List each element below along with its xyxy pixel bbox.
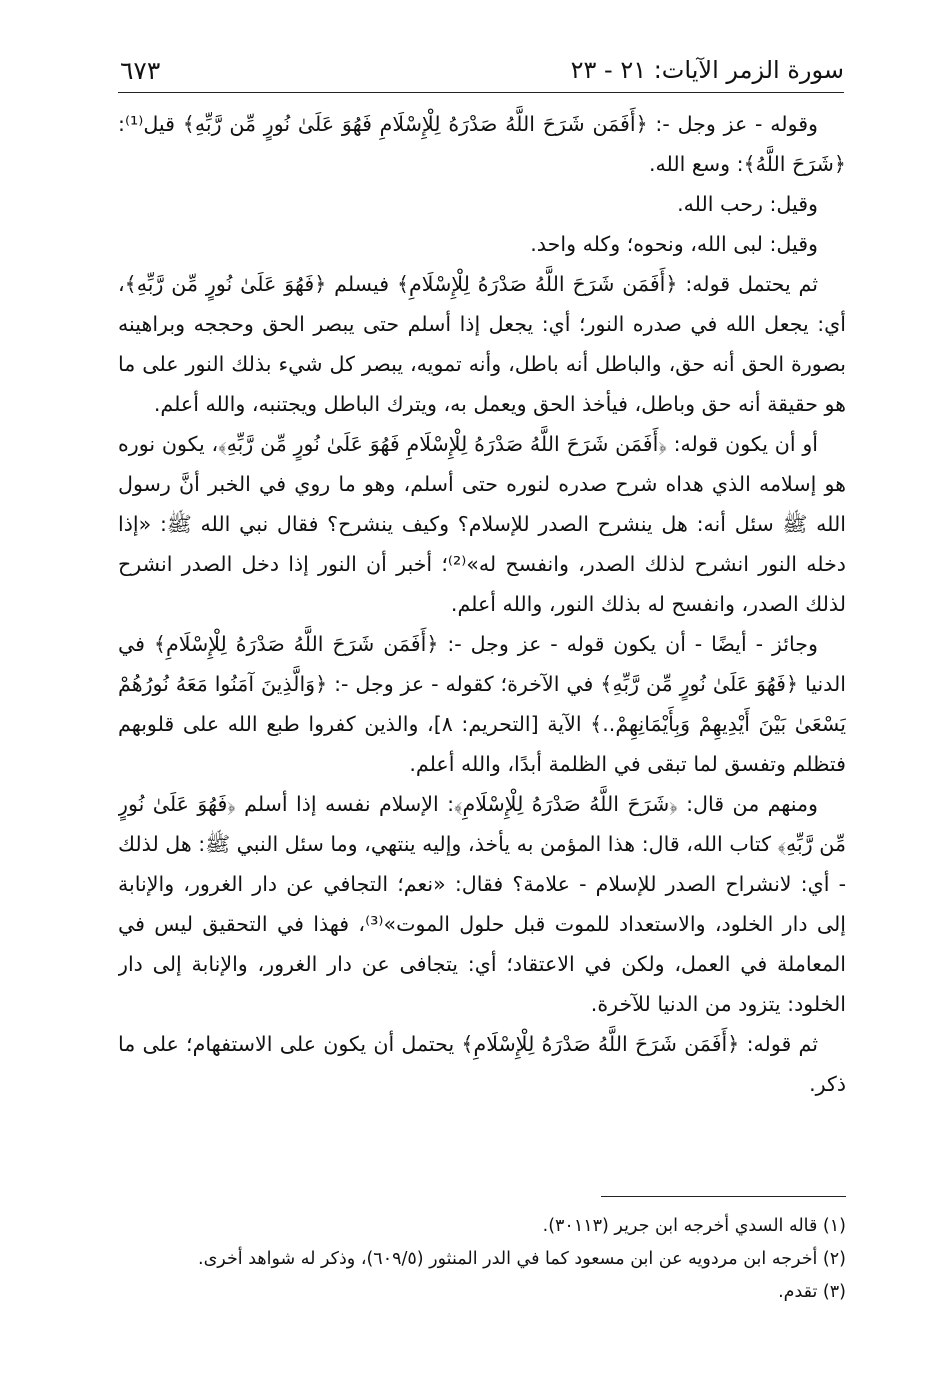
page-number: ٦٧٣	[120, 56, 161, 85]
footnotes	[118, 1210, 846, 1309]
footnote-item: (١) قاله السدي أخرجه ابن جرير (٣٠١١٣).	[542, 1216, 846, 1236]
footnote-divider	[601, 1196, 846, 1197]
paragraph: وجائز - أيضًا - أن يكون قوله - عز وجل -: ﴿أَفَمَن شَرَحَ اللَّهُ صَدْرَهُ لِلْإِسْلَامِ﴾ في الدنيا ﴿فَهُوَ عَلَىٰ نُورٍ مِّن رَّبِّهِ﴾ في الآخرة؛ كقوله - عز وجل -: ﴿وَالَّذِينَ آمَنُوا مَعَهُ نُورُهُمْ يَسْعَىٰ بَيْنَ أَيْدِيهِمْ وَبِأَيْمَانِهِمْ..﴾ الآية [التحريم: ٨]، والذين كفروا طبع الله على قلوبهم فتظلم وتفسق لما تبقى في الظلمة أبدًا، والله أعلم.	[118, 632, 846, 776]
paragraph: وقوله - عز وجل -: ﴿أَفَمَن شَرَحَ اللَّهُ صَدْرَهُ لِلْإِسْلَامِ فَهُوَ عَلَىٰ نُورٍ مِّن رَّبِّهِ﴾ قيل⁽¹⁾: ﴿شَرَحَ اللَّهُ﴾: وسع الله.	[118, 112, 846, 176]
paragraph: ثم قوله: ﴿أَفَمَن شَرَحَ اللَّهُ صَدْرَهُ لِلْإِسْلَامِ﴾ يحتمل أن يكون على الاستفهام؛ على ما ذكر.	[118, 1032, 846, 1096]
paragraph: ومنهم من قال: ﴿شَرَحَ اللَّهُ صَدْرَهُ لِلْإِسْلَامِ﴾: الإسلام نفسه إذا أسلم ﴿فَهُوَ عَلَىٰ نُورٍ مِّن رَّبِّهِ﴾ كتاب الله، قال: هذا المؤمن به يأخذ، وإليه ينتهي، وما سئل النبي ﷺ: هل لذلك - أي: لانشراح الصدر للإسلام - علامة؟ فقال: «نعم؛ التجافي عن دار الغرور، والإنابة إلى دار الخلود، والاستعداد للموت قبل حلول الموت»⁽³⁾، فهذا في التحقيق ليس في المعاملة في العمل، ولكن في الاعتقاد؛ أي: يتجافى عن دار الغرور، والإنابة إلى دار الخلود: يتزود من الدنيا للآخرة.	[118, 792, 846, 1016]
main-text	[118, 104, 846, 1184]
surah-title: سورة الزمر الآيات: ٢١ - ٢٣	[570, 56, 844, 84]
footnote-item: (٢) أخرجه ابن مردويه عن ابن مسعود كما في الدر المنثور (٦٠٩/٥)، وذكر له شواهد أخرى.	[198, 1249, 846, 1269]
paragraph: وقيل: رحب الله.	[677, 192, 818, 216]
footnote-item: (٣) تقدم.	[778, 1282, 846, 1302]
paragraph: وقيل: لبى الله، ونحوه؛ وكله واحد.	[530, 232, 818, 256]
paragraph: ثم يحتمل قوله: ﴿أَفَمَن شَرَحَ اللَّهُ صَدْرَهُ لِلْإِسْلَامِ﴾ فيسلم ﴿فَهُوَ عَلَىٰ نُورٍ مِّن رَّبِّهِ﴾، أي: يجعل الله في صدره النور؛ أي: يجعل إذا أسلم حتى يبصر الحق وحججه وبراهينه بصورة الحق أنه حق، والباطل أنه باطل، وأنه تمويه، يبصر كل شيء بذلك النور على ما هو حقيقة أنه حق وباطل، فيأخذ الحق ويعمل به، ويترك الباطل ويجتنبه، والله أعلم.	[118, 272, 846, 416]
paragraph: أو أن يكون قوله: ﴿أَفَمَن شَرَحَ اللَّهُ صَدْرَهُ لِلْإِسْلَامِ فَهُوَ عَلَىٰ نُورٍ مِّن رَّبِّهِ﴾، يكون نوره هو إسلامه الذي هداه شرح صدره لنوره حتى أسلم، وهو ما روي في الخبر أنَّ رسول الله ﷺ سئل أنه: هل ينشرح الصدر للإسلام؟ وكيف ينشرح؟ فقال نبي الله ﷺ: «إذا دخله النور انشرح لذلك الصدر، وانفسح له»⁽²⁾؛ أخبر أن النور إذا دخل الصدر انشرح لذلك الصدر، وانفسح له بذلك النور، والله أعلم.	[118, 432, 846, 616]
page-header	[118, 52, 844, 93]
